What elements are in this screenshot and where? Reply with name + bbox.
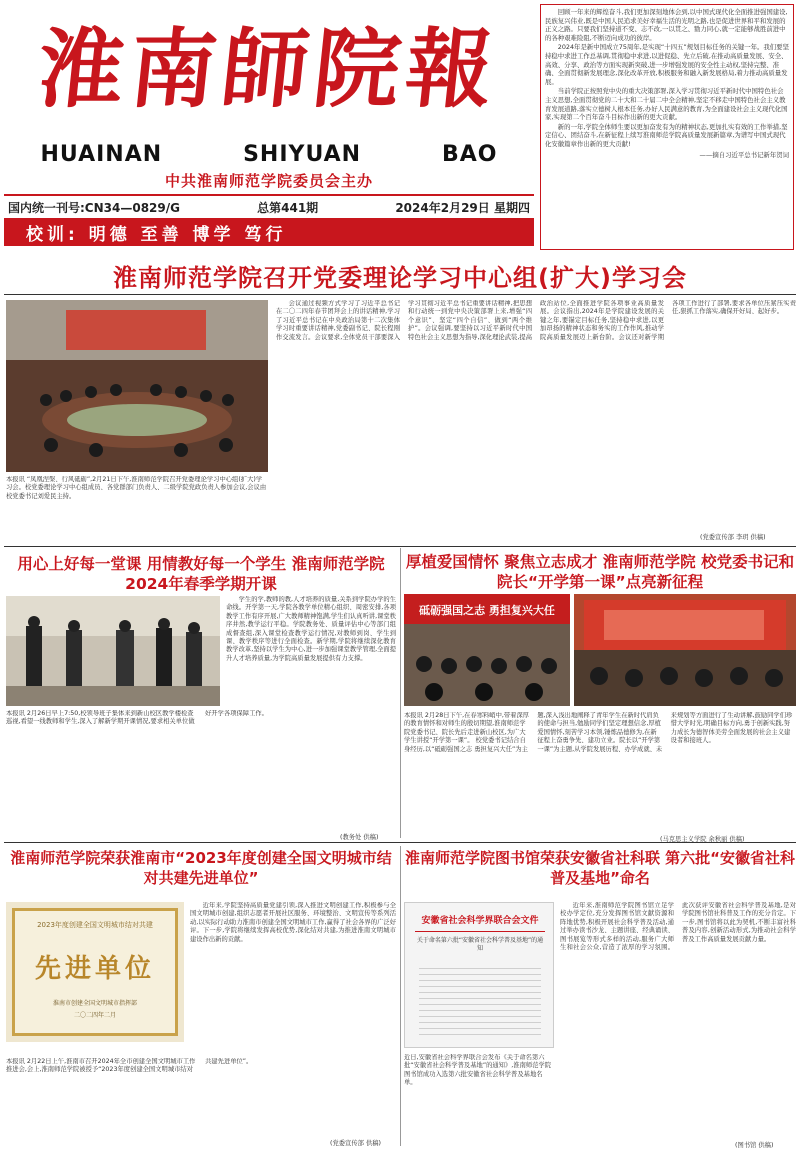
meeting-photo [6,300,268,472]
banner-text: 砥砺强国之志 勇担复兴大任 [419,604,555,617]
article-caption: 本报讯 “凤凰涅槃、行风砥砺”,2月21日下午,淮南师范学院召开党委理论学习中心组(扩大)学习会。校党委理论学习中心组成员、各党群部门负责人、二级学院党政负责人参加会议,会议由校党委书记刘爱民主持。 [6,476,267,500]
certificate-title: 2023年度创建全国文明城市结对共建 [37,921,153,929]
article-text: 学生的学,教师的教,人才培养的质量,关系到学院办学的生命线。开学第一天,学院各教学单位精心组织、周密安排,各项教学工作有序开展,广大教师精神饱满,学生们认真听讲,课堂秩序井然,教学运行平稳。学院教务处、质量评估中心等部门组成督查组,深入课堂检查教学运行情况,对教师到岗、学生到课、教学秩序等进行全面检查。新学期,学院将继续深化教育教学改革,坚持以学生为中心,进一步加强课堂教学管理,全面提升人才培养质量,为学院高质量发展提供有力支撑。 [226,596,396,662]
masthead [0,0,538,248]
article-text: 近年来,学院坚持高质量党建引领,深入推进文明创建工作,积极参与全国文明城市创建,组织志愿者开展社区服务、环境整治、文明宣传等系列活动,以实际行动助力淮南市创建全国文明城市工作,赢得了社会各界的广泛好评。下一步,学院将继续发挥高校优势,深化结对共建,为推进淮南文明城市建设作出新的贡献。 [190,902,396,943]
article-byline: (图书馆 供稿) [735,1142,774,1149]
newspaper-logo [6,14,530,126]
article-caption: 近日,安徽省社会科学界联合会发布《关于命名第六批“安徽省社会科学普及基地”的通知》,淮南师范学院图书馆成功入选第六批安徽省社会科学普及基地名单。 [404,1054,552,1087]
article-text: 校党委书记结合自身经历,以“砥砺强国之志 勇担复兴大任”为主题,深入浅出地阐释了青年学生在新时代肩负的使命与担当,勉励同学们坚定理想信念,厚植爱国情怀,刻苦学习本领,锤炼品德修为,在新征程上奋勇争先、建功立业。院长以“开学第一课”为主题,从学院发展历程、办学成就、未来规划等方面进行了生动讲解,鼓励同学们珍惜大学时光,明确目标方向,勇于创新实践,努力成长为德智体美劳全面发展的社会主义建设者和接班人。 [404,712,793,753]
certificate-main: 先进单位 [34,954,155,984]
article-body [276,300,796,528]
editorial-paragraph: 新的一年,学院全体师生要以更加奋发有为的精神状态,更加扎实有效的工作举措,坚定信心、团结奋斗,在新征程上续写淮南师范学院高质量发展新篇章,为谱写中国式现代化安徽篇章作出新的更大贡献! [545,122,788,148]
pinyin-3: BAO [442,142,498,167]
column-divider [400,846,401,1146]
article-text: 近年来,淮南师范学院图书馆立足学校办学定位,充分发挥图书馆文献资源和阵地优势,积极开展社会科学普及活动,通过举办读书沙龙、主题讲座、经典诵读、图书展览等形式多样的活动,服务广大师生和社会公众,营造了浓厚的学习氛围。此次获评安徽省社会科学普及基地,是对学院图书馆社科普及工作的充分肯定。下一步,图书馆将以此为契机,不断丰富社科普及内容,创新活动形式,为推动社会科学普及工作高质量发展贡献力量。 [560,902,796,952]
document-subtitle: 关于命名第六批“安徽省社会科学普及基地”的通知 [416,937,544,952]
headline-semester-start: 用心上好每一堂课 用情教好每一个学生 淮南师范学院2024年春季学期开课 [17,555,385,593]
certificate-photo [6,902,184,1042]
headline-library-base: 淮南师范学院图书馆荣获安徽省社科联 第六批“安徽省社科普及基地”命名 [404,849,796,887]
article-caption: 本报讯 2月26日早上7:50,校领导班子集体来到新山校区教学楼检查巡视,看望一线教师和学生,深入了解新学期开课情况,要求相关单位做好开学各项保障工作。 [6,710,268,726]
issn: 国内统一刊号:CN34—0829/G [8,201,180,215]
document-lines [419,963,541,1037]
pinyin-1: HUAINAN [40,142,163,167]
editorial-signature: ——摘自习近平总书记新年贺词 [699,150,789,159]
article-caption: 本报讯 2月22日上午,淮南市召开2024年全市创建全国文明城市工作推进会,会上,淮南师范学院被授予“2023年度创建全国文明城市结对共建先进单位”。 [6,1058,253,1074]
issue-number: 总第441期 [257,201,319,215]
document-title: 安徽省社会科学界联合会文件 [421,916,539,926]
masthead-pinyin [0,142,538,167]
article-text: 会议通过视频方式学习了习近平总书记在二〇二四年春节团拜会上的讲话精神,学习了习近平总书记在中央政治局第十二次集体学习时重要讲话精神,党委副书记、院长程刚作交流发言。会议要求,全体党员干部要深入学习贯彻习近平总书记重要讲话精神,把思想和行动统一到党中央决策部署上来,增强“四个意识”、坚定“四个自信”、做到“两个维护”。会议强调,要坚持以习近平新时代中国特色社会主义思想为指导,深化理论武装,提高政治站位,全面推进学院各项事业高质量发展。会议指出,2024年是学院建设发展的关键之年,要锚定目标任务,坚持稳中求进,以更加昂扬的精神状态和务实的工作作风,推动学院高质量发展迈上新台阶。会议还对新学期各项工作进行了部署,要求各单位压紧压实责任,狠抓工作落实,确保开好局、起好步。 [276,300,796,341]
headline-study-session: 淮南师范学院召开党委理论学习中心组(扩大)学习会 [113,264,687,292]
divider [4,294,796,295]
divider [4,546,796,547]
inspection-photo [6,596,220,706]
school-motto: 校训: 明德 至善 博学 笃行 [4,218,534,246]
document-rule [415,931,545,932]
pinyin-2: SHIYUAN [243,142,362,167]
article-byline: (马克思主义学院 余秋丽 供稿) [660,836,745,843]
headline-first-lesson: 厚植爱国情怀 聚焦立志成才 淮南师范学院 校党委书记和院长“开学第一课”点亮新征程 [405,553,795,591]
divider [4,842,796,843]
caption-text: 本报讯 2月28日下午,在春寒料峭中,带着深厚的教育情怀和对师生的殷切期望,淮南师范学院党委书记、院长先后走进新山校区,为广大学生讲授“开学第一课”。 [404,712,530,745]
article-byline: (党委宣传部 李玥 供稿) [700,534,766,541]
article-body [226,596,396,706]
article-byline: (教务处 供稿) [340,834,379,841]
editorial-paragraph: 当前学院正按照党中央的重大决策部署,深入学习贯彻习近平新时代中国特色社会主义思想,全面贯彻党的二十大和二十届二中全会精神,坚定不移走中国特色社会主义教育发展道路,落实立德树人根本任务,办好人民满意的教育,为全面建设社会主义现代化国家,实现第二个百年奋斗目标作出新的更大贡献。 [545,87,788,122]
certificate-issuer: 淮南市创建全国文明城市指挥部 [52,1000,137,1007]
editorial-paragraph: 回顾一年来的辉煌奋斗,我们更加深刻地体会到,以中国式现代化全面推进强国建设,民族复兴伟业,既是中国人民追求美好幸福生活的光明之路,也是促进世界和平和发展的正义之路。只要我们坚持道不变、志不改,一以贯之、勠力同心,就一定能够战胜前进中的各种艰难险阻,不断迈向成功的彼岸。 [545,8,788,42]
newspaper-title: 淮南師院報 [32,19,504,120]
article-body [190,902,396,1052]
headline-civilization-award: 淮南师范学院荣获淮南市“2023年度创建全国文明城市结对共建先进单位” [10,849,392,887]
article-byline: (党委宣传部 供稿) [330,1140,381,1147]
issue-date: 2024年2月29日 星期四 [395,201,530,215]
document-photo [404,902,554,1048]
sponsor-line: 中共淮南师范学院委员会主办 [164,172,373,190]
article-caption [404,712,796,834]
editorial-paragraph: 2024年是新中国成立75周年,是实现“十四五”规划目标任务的关键一年。我们要坚持稳中求进工作总基调,贯彻稳中求进,以进促稳、先立后破,在推动高质量发展、安全、高效、分享、政治等方面实现新突破,进一步增强发展的安全性主动权,坚持完整、准确、全面贯彻新发展理念,深化改革开放,积极服务和融入新发展格局,着力推动高质量发展。 [545,43,789,86]
article-body [560,902,796,1138]
lecture-photo-1 [404,594,570,706]
column-divider [400,548,401,838]
issue-info-bar [4,194,534,220]
certificate-date: 二〇二四年二月 [73,1012,116,1019]
lecture-photo-2 [574,594,796,706]
editorial-box [540,4,794,250]
